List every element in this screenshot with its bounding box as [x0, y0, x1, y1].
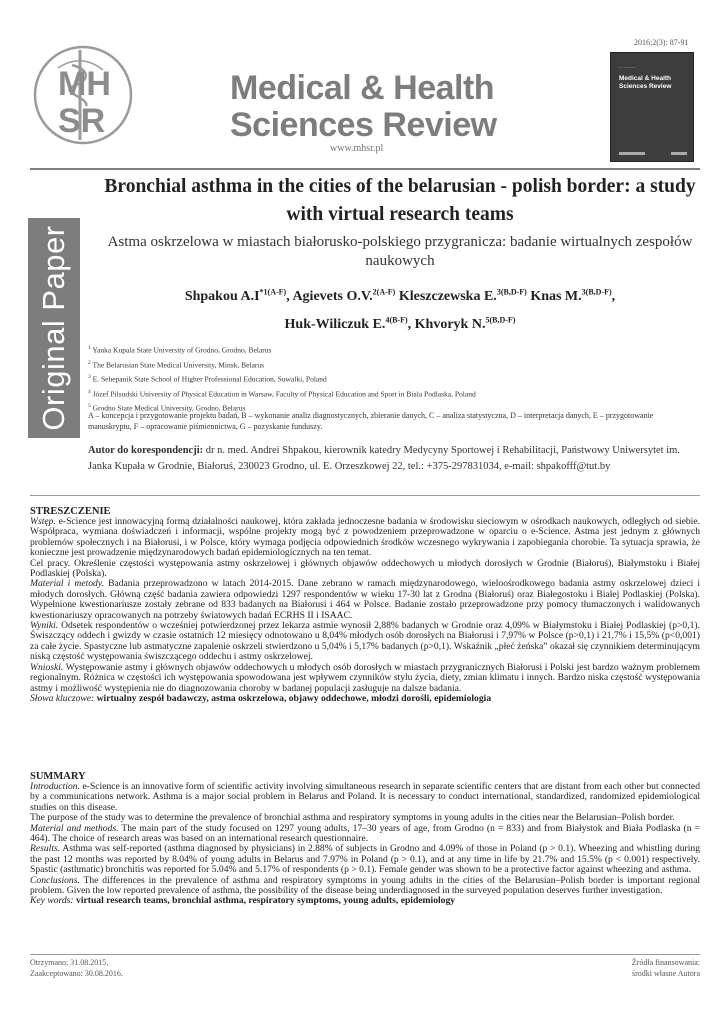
- cover-footer-logo: [671, 152, 687, 155]
- contribution-roles: A – koncepcja i przygotowanie projektu badań, B – wykonanie analiz diagnostycznych, zbieranie danych, C – analiza statystyczna, D – interpretacja danych, E – przygotowanie manuskryptu, F – opracowanie piśmiennictwa, G – pozyskanie funduszy.: [88, 411, 654, 431]
- author-affiliation-mark: 4(B-F): [385, 315, 408, 325]
- abstract-paragraph: [30, 876, 700, 897]
- abstract-heading: SUMMARY: [30, 771, 86, 782]
- paragraph-text: The main part of the study focused on 1297 young adults, 17–30 years of age, from Grodno (n = 833) and from Białystok and Biała Podlaska (n = 464). The choice of research areas was based on an international research questionnaire.: [30, 822, 700, 845]
- author-separator: ,: [611, 288, 616, 304]
- abstract-paragraph: The purpose of the study was to determine the prevalence of bronchial asthma and respiratory symptoms in young adults in the cities near the Belarusian–Polish border.: [30, 812, 675, 824]
- abstract-paragraph: [30, 782, 700, 813]
- keywords: [30, 896, 700, 906]
- paragraph-text: Odsetek respondentów o wcześniej potwierdzonej przez lekarza astmie wynosił 2,88% badanych w Grodnie oraz 4,09% w Białymstoku i Białej Podlaskiej (p>0,1). Świszczący oddech i gwizdy w czasie ostatnich 12 miesięcy odnotowano u 8,04% młodych osób dorosłych na Białorusi i 7,97% w Polsce (p>0,1) i 21,7% i 15,5% (p<0,001) za całe życie. Spastyczne lub astmatyczne zapalenie oskrzeli stwierdzono u 5,04% i 5,17% badanych (p>0,1). Wskaźnik „płeć żeńska” okazał się czynnikiem determinującym niską częstość występowania świszczącego oddechu i astmy oskrzelowej.: [30, 620, 700, 663]
- abstract-paragraph: Cel pracy. Określenie częstości występowania astmy oskrzelowej i głównych objawów oddechowych u młodych dorosłych w Grodnie (Białoruś), Białymstoku i Białej Podlaskiej (Polska).: [30, 557, 700, 580]
- abstract-paragraph: [30, 663, 700, 694]
- author-affiliation-mark: 3(B,D-F): [581, 287, 612, 296]
- journal-cover-thumbnail: [610, 52, 694, 162]
- abstract-paragraph: [30, 517, 700, 559]
- author: [530, 289, 615, 304]
- journal-name-line2: Sciences Review: [230, 106, 497, 144]
- abstract-paragraph: [30, 824, 700, 845]
- affiliation-text: The Belarusian State Medical University, Minsk, Belarus: [92, 360, 265, 369]
- paragraph-text: Badania przeprowadzono w latach 2014-2015. Dane zebrano w ramach międzynarodowego, wieloośrodkowego badania astmy oskrzelowej dzieci i młodych dorosłych. Główną część badania zawiera odpowiedzi 1297 respondentów w wieku 17-30 lat z Grodna (Białoruś) oraz Białegostoku i Białej Podlaskiej (Polska). Wypełnione kwestionariusze zostały zebrane od 833 badanych na Białorusi i 464 w Polsce. Badanie zostało przeprowadzone przy pomocy tłumaczonych i walidowanych kwestionariuszy opracowanych na potrzeby światowych badań ECRHS II i ISAAC.: [30, 578, 700, 621]
- submission-dates: [30, 958, 123, 979]
- logo-letters-bottom: SR: [58, 102, 106, 140]
- author: [185, 289, 293, 304]
- paragraph-text: Asthma was self-reported (asthma diagnosed by physicians) in 2.88% of subjects in Grodno and 4.09% of those in Poland (p > 0.1). Wheezing and whistling during the past 12 months was reported by 8.04% of young adults in Belarus and 7.97% in Poland (p > 0.1), and at any time in life by 21.7% and 15.5% (p < 0.001) respectively. Spastic (asthmatic) bronchitis was reported for 5.04% and 5.17% of respondents (p > 0.1). Female gender was shown to be a protective factor against wheezing and asthma.: [30, 843, 700, 876]
- affiliation-text: Józef Pilsudski University of Physical Education in Warsaw, Faculty of Physical Education and Sport in Biala Podlaska, Poland: [92, 389, 476, 398]
- author-name: Khvoryk N.: [414, 317, 486, 333]
- issue-reference: 2016;2(3): 87-91: [634, 38, 689, 47]
- paragraph-label: Wyniki.: [30, 620, 59, 632]
- header-rule: [30, 168, 700, 170]
- paragraph-label: Material i metody.: [30, 578, 104, 590]
- author-name: Kleszczewska E.: [398, 288, 497, 304]
- cover-footer-bar: [619, 152, 645, 155]
- accepted-date: Zaakceptowano: 30.08.2016.: [30, 968, 123, 978]
- author-name: Huk-Wiliczuk E.: [284, 317, 386, 333]
- logo-letters-top: MH: [58, 65, 111, 103]
- cover-top-strip: — — — —: [619, 65, 636, 69]
- funding-source: środki własne Autora: [632, 968, 700, 978]
- affiliation-number: 4: [88, 388, 91, 395]
- author-affiliation-mark: 5(B,D-F): [485, 315, 516, 325]
- paragraph-label: Wstęp.: [30, 516, 56, 527]
- affiliation-text: Grodno State Medical University, Grodno, Belarus: [92, 403, 246, 413]
- section-label: Original Paper: [36, 225, 71, 431]
- funding-info: [600, 958, 700, 979]
- correspondence-text: dr n. med. Andrei Shpakou, kierownik katedry Medycyny Sportowej i Rehabilitacji, Państwowy Uniwersytet im. Janka Kupała w Grodnie, Białoruś, 230023 Grodno, ul. E. Orzeszkowej 22, tel.: +375-297831034, e-mail: shpakofff@tut.by: [88, 445, 680, 472]
- keywords: [30, 694, 700, 704]
- author: [415, 317, 516, 332]
- cover-title: Medical & Health Sciences Review: [619, 75, 672, 90]
- author-affiliation-mark: 3(B,D-F): [496, 287, 527, 296]
- paragraph-text: The differences in the prevalence of asthma and respiratory symptoms in young adults in the cities of the Belarusian–Polish border is important regional problem. Given the low reported prevalence of asthma, the possibility of the disease being underdiagnosed in the surveyed population deserves further investigation.: [30, 874, 700, 897]
- author-affiliation-mark: *1(A-F): [259, 287, 287, 296]
- journal-name-line1: Medical & Health: [230, 69, 495, 107]
- abstract-polish: [30, 506, 700, 704]
- paragraph-text: e-Science is an innovative form of scientific activity involving simultaneous research in separate scientific centers that are distant from each other but connected by a communications network. Asthma is a major social problem in Belarus and Poland. It is necessary to conduct international, standardized, randomized epidemiological studies on this disease.: [30, 781, 700, 813]
- footer-divider: [30, 954, 700, 955]
- abstract-paragraph: [30, 621, 700, 663]
- author-list: [100, 280, 700, 337]
- correspondence-label: Autor do korespondencji:: [88, 445, 204, 456]
- author: [285, 317, 415, 332]
- abstract-paragraph: [30, 579, 700, 621]
- author-separator: ,: [407, 317, 415, 333]
- abstract-english: [30, 771, 700, 907]
- affiliation: [88, 386, 698, 401]
- paragraph-label: Conclusions.: [30, 874, 80, 886]
- affiliation: [88, 357, 698, 372]
- author-separator: ,: [286, 288, 293, 304]
- author-name: Agievets O.V.: [292, 288, 373, 304]
- author: [399, 289, 530, 304]
- affiliation-number: 2: [88, 359, 91, 366]
- section-tab: [28, 218, 80, 438]
- affiliations: [88, 342, 698, 415]
- journal-name: [230, 70, 570, 144]
- paragraph-label: Introduction.: [30, 781, 81, 792]
- affiliation: [88, 371, 698, 386]
- affiliation-text: E. Sehepanik State School of Higher Professional Education, Suwalki, Poland: [92, 374, 327, 384]
- abstract-paragraph: [30, 844, 700, 875]
- article-subtitle: Astma oskrzelowa w miastach białorusko-polskiego przygranicza: badanie wirtualnych zespołów naukowych: [107, 234, 693, 269]
- author-affiliation-mark: 2(A-F): [372, 287, 396, 296]
- paragraph-text: Występowanie astmy i głównych objawów oddechowych u młodych osób dorosłych w miastach przygranicznych Białorusi i Polski jest bardzo ważnym problemem regionalnym. Różnica w częstości ich występowania spowodowana jest wpływem czynników stylu życia, diety, zmian klimatu i innych. Bardzo niska częstość występowania astmy i możliwość występienia nie do diagnozowania choroby w badanej populacji zasługuje na dalsze badania.: [30, 661, 700, 694]
- paragraph-text: e-Science jest innowacyjną formą działalności naukowej, która zakłada jednoczesne badania w środowisku sieciowym w ośrodkach naukowych, odległych od siebie. Współpraca, wymiana doświadczeń i informacji, wspólne projekty mogą być z powodzeniem przeprowadzone w oparciu o e-Science. Astma jest jednym z głównych problemów społecznych i na Białorusi, i w Polsce, który wymaga podjęcia odpowiednich środków wczesnego wykrywania i zapobiegania chorobie. Ta sytuacja sprawia, że konieczne jest prowadzenie międzynarodowych badań epidemiologicznych na ten temat.: [30, 516, 700, 559]
- author: [292, 289, 398, 304]
- paragraph-label: Material and methods.: [30, 822, 119, 834]
- author-name: Knas M.: [530, 288, 582, 304]
- affiliation-text: Yanka Kupala State University of Grodno, Grodno, Belarus: [92, 345, 272, 355]
- funding-label: Źródła finansowania:: [631, 958, 700, 967]
- logo-emblem: [28, 40, 198, 150]
- affiliation: [88, 342, 698, 357]
- paragraph-label: Wnioski.: [30, 661, 64, 673]
- article-title: Bronchial asthma in the cities of the belarusian - polish border: a study with virtual research teams: [104, 176, 696, 225]
- journal-website[interactable]: www.mhsr.pl: [330, 143, 384, 154]
- journal-logo: [28, 40, 198, 150]
- keywords-label: Key words:: [30, 895, 74, 907]
- author-name: Shpakou A.I: [184, 288, 260, 304]
- keywords-label: Słowa kluczowe:: [30, 692, 95, 704]
- affiliation-number: 5: [88, 403, 91, 409]
- keywords-text: virtual research teams, bronchial asthma, respiratory symptoms, young adults, epidemiology: [73, 895, 456, 907]
- affiliation-number: 1: [88, 345, 91, 351]
- affiliation-number: 3: [88, 374, 91, 380]
- received-date: Otrzymano: 31.08.2015,: [30, 958, 109, 967]
- keywords-text: wirtualny zespół badawczy, astma oskrzelowa, objawy oddechowe, młodzi dorośli, epidemiologia: [94, 692, 492, 704]
- correspondence: [88, 443, 698, 475]
- paragraph-label: Results.: [30, 843, 61, 855]
- abstract-heading: STRESZCZENIE: [30, 506, 111, 517]
- section-divider: [30, 495, 700, 496]
